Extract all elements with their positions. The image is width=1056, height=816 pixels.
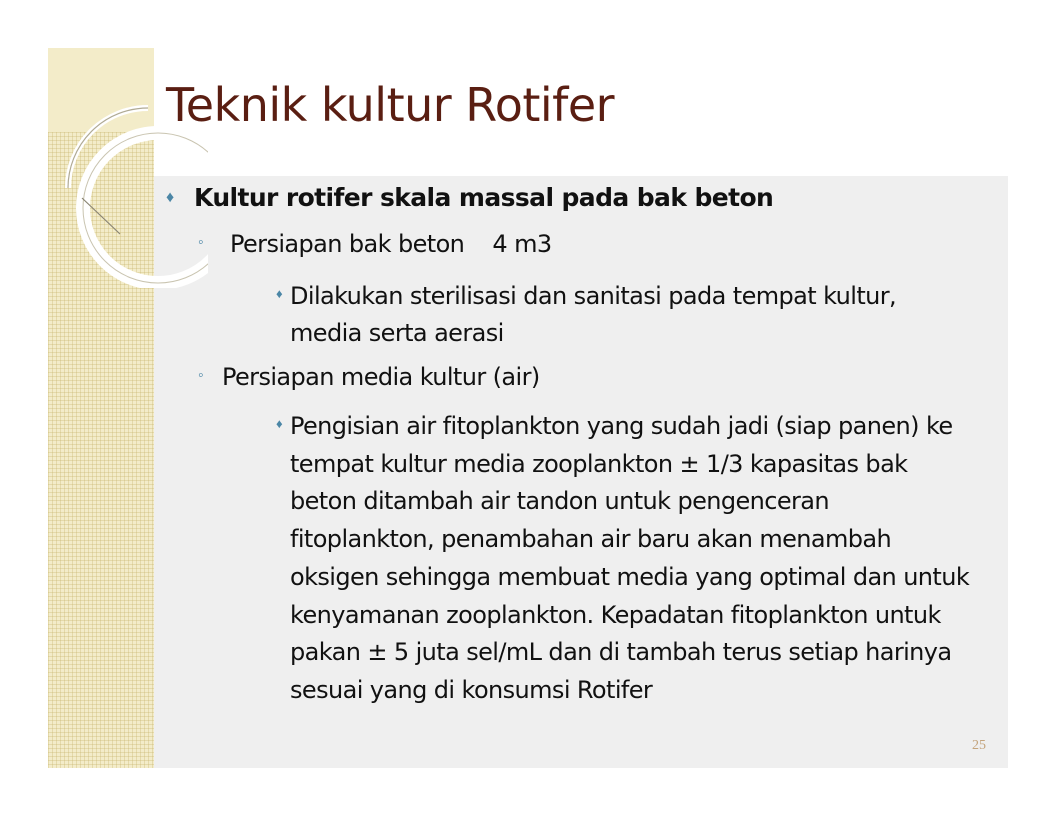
level1-heading: Kultur rotifer skala massal pada bak beton <box>194 183 774 212</box>
list-item-persiapan-bak: Persiapan bak beton 4 m3 <box>230 230 552 258</box>
arc-ring <box>83 133 208 283</box>
diamond-bullet-icon: ♦ <box>166 189 175 206</box>
circle-bullet-icon: ◦ <box>198 234 204 251</box>
slide-title: Teknik kultur Rotifer <box>166 78 615 132</box>
diamond-bullet-icon: ♦ <box>276 416 283 431</box>
list-item-persiapan-media: Persiapan media kultur (air) <box>222 363 540 391</box>
sub-item-pengisian-air: Pengisian air fitoplankton yang sudah jadi (siap panen) ke tempat kultur media zooplankton ± 1/3 kapasitas bak beton ditambah air tandon untuk pengenceran fitoplankton, penambahan air baru akan menambah oksigen sehingga membuat media yang optimal dan untuk kenyamanan zooplankton. Kepadatan fitoplankton untuk pakan ± 5 juta sel/mL dan di tambah terus setiap harinya sesuai yang di konsumsi Rotifer <box>290 412 970 704</box>
circle-bullet-icon: ◦ <box>198 367 204 384</box>
sub-item-sterilisasi: Dilakukan sterilisasi dan sanitasi pada tempat kultur, media serta aerasi <box>290 282 897 347</box>
strip-top-block <box>48 48 154 132</box>
page-number: 25 <box>972 738 986 753</box>
diamond-bullet-icon: ♦ <box>276 286 283 301</box>
